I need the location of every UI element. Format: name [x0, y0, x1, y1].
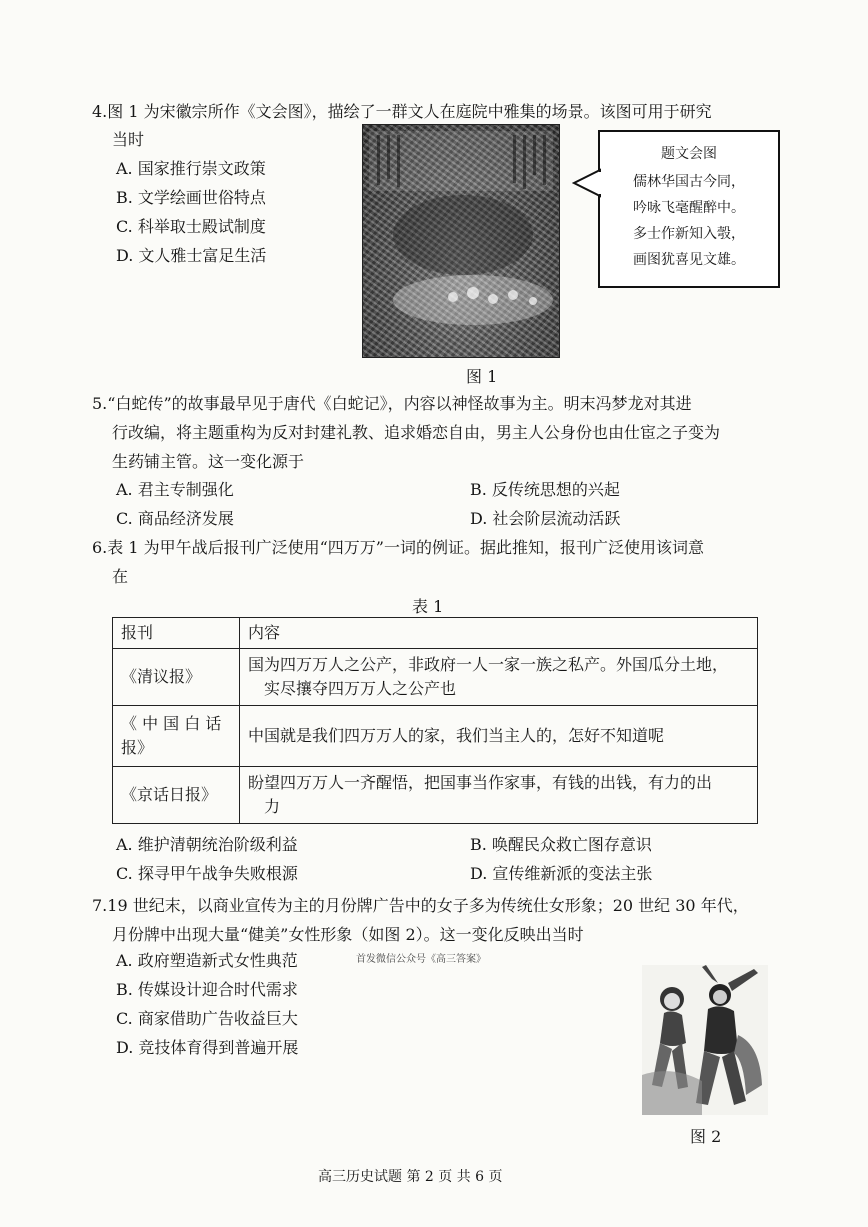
q5-option-c: C. 商品经济发展	[116, 509, 234, 528]
q5-option-a: A. 君主专制强化	[116, 480, 234, 499]
callout-pointer-icon	[572, 168, 602, 198]
q6-stem-line-1: 6.表 1 为甲午战后报刊广泛使用“四万万”一词的例证。据此推知，报刊广泛使用该词意	[92, 538, 704, 557]
table-1-caption: 表 1	[412, 597, 444, 616]
table-cell-content-line: 盼望四万万人一齐醒悟，把国事当作家事，有钱的出钱，有力的出	[248, 773, 713, 792]
table-cell-content	[240, 767, 758, 824]
table-cell-content: 中国就是我们四万万人的家，我们当主人的，怎好不知道呢	[240, 706, 758, 767]
table-1	[112, 617, 758, 824]
q5-stem-line-2: 行改编，将主题重构为反对封建礼教、追求婚恋自由，男主人公身份也由仕宦之子变为	[112, 423, 721, 442]
q7-option-b: B. 传媒设计迎合时代需求	[116, 980, 298, 999]
watermark-text: 首发微信公众号《高三答案》	[356, 954, 486, 965]
table-cell-paper: 《清议报》	[113, 649, 240, 706]
q6-option-a: A. 维护清朝统治阶级利益	[116, 835, 298, 854]
q7-option-d: D. 竞技体育得到普遍开展	[116, 1038, 299, 1057]
q4-option-b: B. 文学绘画世俗特点	[116, 188, 266, 207]
poem-title: 题文会图	[661, 146, 717, 162]
q6-stem-line-2: 在	[112, 567, 129, 586]
q7-option-a: A. 政府塑造新式女性典范	[116, 951, 298, 970]
table-cell-content-line: 力	[264, 797, 281, 816]
table-header-row	[113, 618, 758, 649]
figure-2-caption: 图 2	[690, 1127, 722, 1146]
q6-option-c: C. 探寻甲午战争失败根源	[116, 864, 298, 883]
figure-1-poem-box	[598, 130, 780, 288]
figure-1-painting	[362, 124, 560, 358]
q4-option-a: A. 国家推行崇文政策	[116, 159, 266, 178]
table-row	[113, 706, 758, 767]
table-cell-content-line: 实尽攘夺四万万人之公产也	[264, 679, 457, 698]
figure-1-caption: 图 1	[466, 367, 498, 386]
table-header-content: 内容	[240, 618, 758, 649]
poem-line-2: 吟咏飞毫醒醉中。	[633, 200, 745, 216]
table-cell-paper: 《 中 国 白 话 报》	[113, 706, 240, 767]
q4-option-c: C. 科举取士殿试制度	[116, 217, 266, 236]
painting-texture-icon	[363, 125, 559, 357]
q4-stem-line-2: 当时	[112, 130, 145, 149]
q4-stem-line-1: 4.图 1 为宋徽宗所作《文会图》，描绘了一群文人在庭院中雅集的场景。该图可用于研究	[92, 102, 712, 121]
q5-stem-line-1: 5.“白蛇传”的故事最早见于唐代《白蛇记》，内容以神怪故事为主。明末冯梦龙对其进	[92, 394, 692, 413]
q6-option-d: D. 宣传维新派的变法主张	[470, 864, 653, 883]
table-row	[113, 649, 758, 706]
q5-option-b: B. 反传统思想的兴起	[470, 480, 620, 499]
q5-stem-line-3: 生药铺主管。这一变化源于	[112, 452, 305, 471]
poem-line-1: 儒林华国古今同，	[633, 174, 745, 190]
q7-option-c: C. 商家借助广告收益巨大	[116, 1009, 298, 1028]
table-header-paper: 报刊	[113, 618, 240, 649]
q6-option-b: B. 唤醒民众救亡图存意识	[470, 835, 652, 854]
q7-stem-line-1: 7.19 世纪末，以商业宣传为主的月份牌广告中的女子多为传统仕女形象；20 世纪 30 年代，	[92, 896, 749, 915]
q5-option-d: D. 社会阶层流动活跃	[470, 509, 621, 528]
table-cell-content	[240, 649, 758, 706]
table-cell-content-line: 国为四万万人之公产，非政府一人一家一族之私产。外国瓜分土地，	[248, 655, 729, 674]
table-row	[113, 767, 758, 824]
q7-stem-line-2: 月份牌中出现大量“健美”女性形象（如图 2）。这一变化反映出当时	[112, 925, 584, 944]
q4-option-d: D. 文人雅士富足生活	[116, 246, 267, 265]
table-cell-paper: 《京话日报》	[113, 767, 240, 824]
figure-2-calendar-poster	[642, 965, 768, 1115]
poem-line-4: 画图犹喜见文雄。	[633, 252, 745, 268]
page-footer: 高三历史试题 第 2 页 共 6 页	[318, 1169, 503, 1185]
poem-line-3: 多士作新知入彀，	[633, 226, 745, 242]
